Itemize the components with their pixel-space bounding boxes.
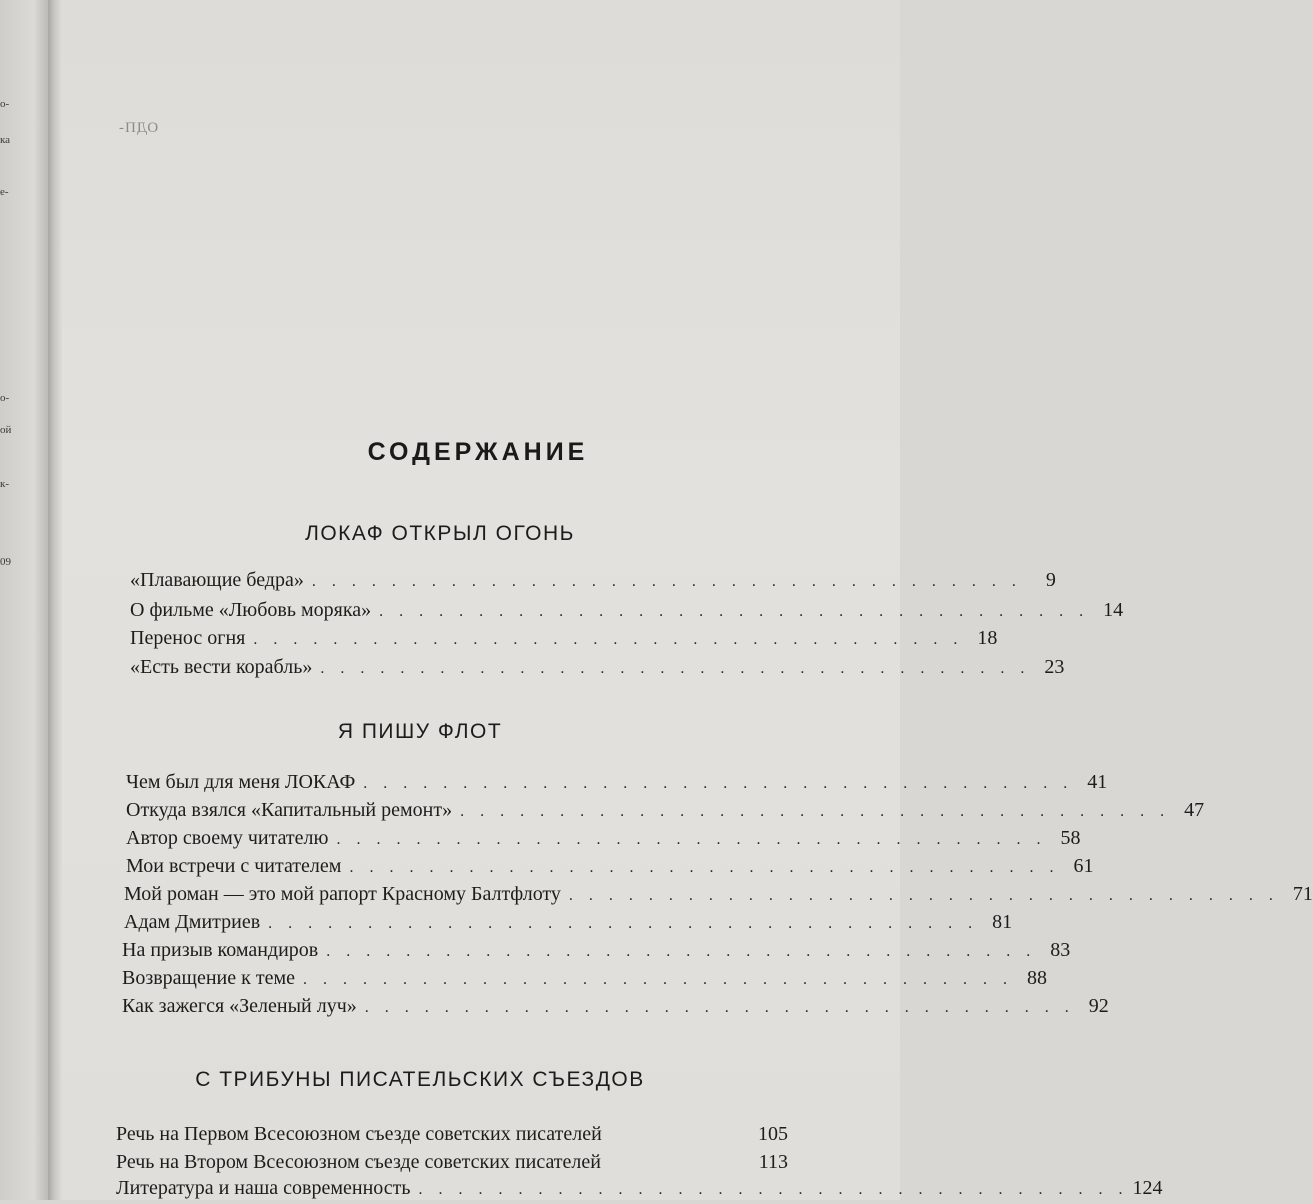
toc-entry [130,653,1065,683]
toc-entry-page: 58 [1060,827,1081,849]
toc-entry-title: «Плавающие бедра» [130,569,304,591]
toc-entry-page: 113 [758,1151,788,1173]
toc-entry [126,824,1081,854]
show-through-text: ОДП- [118,120,159,136]
toc-entry-title: «Есть вести корабль» [130,656,313,678]
toc-entry [116,1148,788,1176]
toc-entry [130,566,1056,596]
toc-entry-title: Речь на Втором Всесоюзном съезде советских писателей [116,1151,601,1173]
toc-entry-page: 23 [1044,656,1065,678]
toc-entry-title: На призыв командиров [122,939,319,961]
facing-page-fragment: ка [0,134,11,146]
toc-entry-title: Литература и наша современность [116,1177,411,1199]
leader-dots: . . . . . . . . . . . . . . . . . . . . . . . . . . . . . . . . . . . . [320,660,1031,677]
book-gutter [48,0,62,1200]
toc-entry-page: 61 [1073,855,1094,877]
toc-entry-page: 41 [1087,771,1108,793]
toc-entry-title: Речь на Первом Всесоюзном съезде советских писателей [116,1123,602,1145]
leader-dots: . . . . . . . . . . . . . . . . . . . . . . . . . . . . . . . . . . . . [568,887,1279,904]
toc-entry [126,796,1205,826]
toc-entry [130,596,1124,626]
toc-entry [116,1120,788,1148]
toc-entry-title: О фильме «Любовь моряка» [130,599,372,621]
leader-dots: . . . . . . . . . . . . . . . . . . . . . . . . . . . . . . . . . . . . [253,631,964,648]
toc-entry-page: 47 [1184,799,1205,821]
toc-entry [126,768,1108,798]
toc-entry-title: Перенос огня [130,627,246,649]
leader-dots: . . . . . . . . . . . . . . . . . . . . . . . . . . . . . . . . . . . . [349,859,1060,876]
toc-entry-page: 83 [1050,939,1071,961]
section-title: Я ПИШУ ФЛОТ [337,720,503,743]
toc-entry-page: 88 [1027,967,1047,989]
facing-page-fragment: ой [0,424,12,436]
toc-entry [124,880,1313,910]
toc-entry-title: Откуда взялся «Капитальный ремонт» [126,799,453,821]
toc-entry-page: 105 [758,1123,788,1145]
toc-entry-page: 9 [1045,569,1056,591]
leader-dots: . . . . . . . . . . . . . . . . . . . . . . . . . . . . . . . . . . . . [268,915,979,932]
facing-page-fragment: е- [0,186,9,198]
toc-entry-title: Мой роман — это мой рапорт Красному Балтфлоту [124,883,561,905]
toc-entry-page: 81 [992,911,1013,933]
toc-entry [122,964,1047,994]
toc-entry [116,1174,1163,1204]
leader-dots: . . . . . . . . . . . . . . . . . . . . . . . . . . . . . . . . . . . . [336,831,1047,848]
toc-entry-title: Возвращение к теме [122,967,295,989]
page-title: СОДЕРЖАНИЕ [367,438,589,466]
leader-dots: . . . . . . . . . . . . . . . . . . . . . . . . . . . . . . . . . . . . [418,1181,1129,1198]
leader-dots: . . . . . . . . . . . . . . . . . . . . . . . . . . . . . . . . . . . . [303,971,1013,988]
toc-entry-page: 18 [977,627,998,649]
facing-page-fragment: 09 [0,556,11,568]
leader-dots: . . . . . . . . . . . . . . . . . . . . . . . . . . . . . . . . . . . . [379,603,1090,620]
toc-entry [122,992,1109,1022]
toc-entry-title: Адам Дмитриев [124,911,261,933]
toc-entry [124,908,1013,938]
toc-entry-title: Автор своему читателю [126,827,329,849]
leader-dots: . . . . . . . . . . . . . . . . . . . . . . . . . . . . . . . . . . . . [460,803,1171,820]
facing-page-fragment: к- [0,478,10,490]
toc-entry [130,624,998,654]
toc-entry [122,936,1071,966]
facing-page-edge [0,0,48,1200]
section-title: ЛОКАФ ОТКРЫЛ ОГОНЬ [305,522,575,545]
toc-entry [126,852,1094,882]
toc-entry-page: 14 [1103,599,1124,621]
toc-entry-title: Мои встречи с читателем [126,855,342,877]
facing-page-fragment: о- [0,98,10,110]
toc-entry-page: 92 [1088,995,1109,1017]
leader-dots: . . . . . . . . . . . . . . . . . . . . . . . . . . . . . . . . . . . . [326,943,1037,960]
toc-entry-page: 71 [1292,883,1313,905]
leader-dots: . . . . . . . . . . . . . . . . . . . . . . . . . . . . . . . . . . . . [363,775,1074,792]
toc-entry-title: Как зажегся «Зеленый луч» [122,995,357,1017]
section-title: С ТРИБУНЫ ПИСАТЕЛЬСКИХ СЪЕЗДОВ [195,1068,645,1091]
toc-entry-page: 124 [1132,1177,1163,1199]
leader-dots: . . . . . . . . . . . . . . . . . . . . . . . . . . . . . . . . . . . . [311,573,1022,590]
toc-entry-title: Чем был для меня ЛОКАФ [126,771,356,793]
leader-dots: . . . . . . . . . . . . . . . . . . . . . . . . . . . . . . . . . . . . [364,999,1075,1016]
facing-page-fragment: о- [0,392,10,404]
